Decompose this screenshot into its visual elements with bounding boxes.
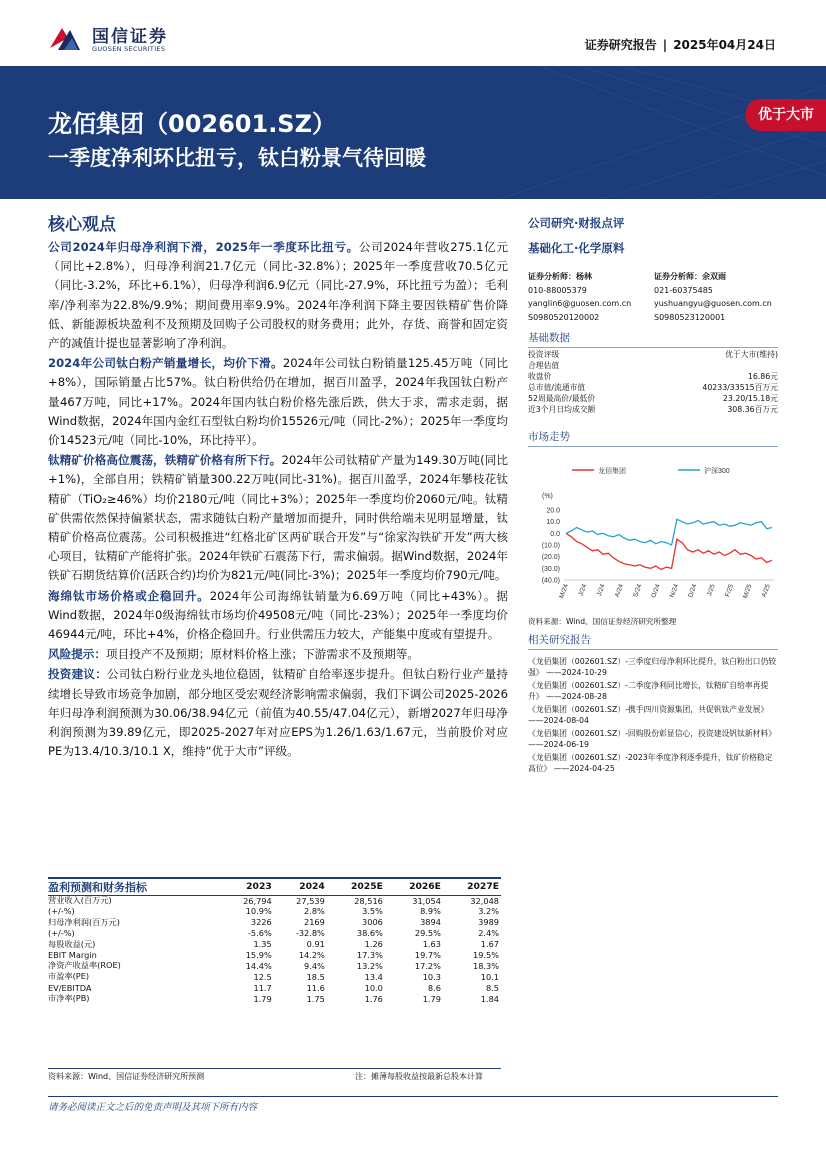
year-header: 2024	[299, 881, 325, 892]
x-tick-label: O/24	[650, 583, 662, 599]
row-label: 营业收入(百万元)	[48, 895, 112, 905]
paragraph-body: 2024年公司钛精矿产量为149.30万吨(同比+1%)，全部自用；铁精矿销量300.22万吨(同比-31%)。据百川盈孚，2024年攀枝花钛精矿（TiO₂≥46%）均价2180元/吨（同比+3%）；2025年一季度均价2060元/吨。钛精矿供需依然保持偏紧状态，需求随钛白粉产量增加而提升，同时供给端未见明显增量，钛精矿价格高位震荡。公司积极推进“红格北矿区两矿联合开发”与“徐家沟铁矿开发”两大核心项目，钛精矿产能将扩张。2024年铁矿石震荡下行，需求偏弱。据Wind数据，2024年铁矿石期货结算价(活跃合约)均价为821元/吨(同比-3%)；2025年一季度均价790元/吨。	[48, 453, 508, 583]
guosen-logo-icon	[48, 22, 82, 54]
table-cell: 15.9%	[245, 949, 272, 960]
report-date: 2025年04月24日	[673, 38, 776, 52]
paragraph-body: 项目投产不及预期；原材料价格上涨；下游需求不及预期等。	[105, 647, 420, 662]
table-bottom-rule	[48, 1068, 501, 1069]
table-cell: 1.35	[253, 939, 272, 950]
y-axis-label: (%)	[542, 493, 553, 500]
table-cell: 18.3%	[472, 960, 499, 971]
table-cell: 1.75	[306, 993, 325, 1004]
analyst-phone: 021-60375485	[654, 285, 713, 295]
row-label: (+/-%)	[48, 906, 75, 917]
row-label: 归母净利润(百万元)	[48, 916, 120, 927]
report-meta	[585, 36, 776, 53]
rating-badge: 优于大市	[746, 99, 826, 131]
analyst-name: 余双雨	[702, 272, 726, 281]
footer-rule	[48, 1096, 778, 1097]
table-cell: 13.4	[364, 971, 383, 982]
section-title: 核心观点	[48, 215, 116, 235]
paragraph	[48, 238, 508, 353]
basic-data-row	[528, 393, 778, 404]
x-tick-label: S/24	[632, 583, 644, 599]
paragraph	[48, 451, 508, 585]
table-row	[48, 971, 501, 982]
company-title: 龙佰集团（002601.SZ）	[48, 110, 336, 138]
row-label: 市盈率(PE)	[48, 971, 90, 982]
paragraph-lead: 钛精矿价格高位震荡，铁精矿价格有所下行。	[48, 453, 282, 468]
related-reports-title: 相关研究报告	[528, 632, 778, 650]
year-header: 2027E	[467, 881, 499, 892]
table-row	[48, 960, 501, 971]
table-cell: 19.5%	[472, 949, 499, 960]
table-source: 资料来源：Wind、国信证券经济研究所预测	[48, 1072, 205, 1081]
y-tick-label: (30.0)	[541, 565, 560, 573]
table-cell: 1.76	[364, 993, 383, 1004]
analyst-phone: 010-88005379	[528, 285, 587, 295]
analyst-email[interactable]: yushuangyu@guosen.com.cn	[654, 299, 772, 309]
basic-data-label: 52周最高价/最低价	[528, 394, 596, 403]
chart-source: 资料来源：Wind、国信证券经济研究所整理	[528, 617, 677, 626]
paragraph-body: 2024年公司钛白粉销量125.45万吨（同比+8%），国际销量占比57%。钛白粉供给仍在增加，据百川盈孚，2024年我国钛白粉产量467万吨，同比+17%。2024年国内钛白粉价格先涨后跌，供大于求，需求走弱，据Wind数据，2024年国内金红石型钛白粉均价15526元/吨（同比-2%）；2025年一季度均价14523元/吨（同比-10%，环比持平）。	[48, 356, 508, 448]
table-cell: 17.2%	[414, 960, 441, 971]
paragraph	[48, 645, 508, 664]
trend-chart-svg	[528, 458, 778, 613]
table-row	[48, 928, 501, 939]
paragraph-lead: 2024年公司钛白粉产销量增长，均价下滑。	[48, 356, 283, 371]
table-cell: 12.5	[253, 971, 272, 982]
y-tick-label: (40.0)	[541, 577, 560, 585]
table-cell: 10.1	[480, 971, 499, 982]
x-tick-label: J/24	[577, 583, 589, 598]
table-cell: 11.7	[253, 982, 272, 993]
table-cell: 38.6%	[356, 928, 383, 939]
related-reports-list	[528, 656, 778, 776]
x-tick-label: D/24	[687, 583, 699, 599]
paragraph	[48, 665, 508, 761]
table-cell: 14.2%	[298, 949, 325, 960]
paragraph-lead: 公司2024年归母净利润下滑，2025年一季度环比扭亏。	[48, 240, 359, 254]
header-separator: |	[662, 38, 668, 52]
y-tick-label: (10.0)	[541, 542, 560, 550]
table-cell: 10.3	[422, 971, 441, 982]
paragraph-body: 公司2024年营收275.1亿元（同比+2.8%），归母净利润21.7亿元（同比-32.8%）；2025年一季度营收70.5亿元（同比-3.2%，环比+6.1%），归母净利润6.9亿元（同比-27.9%，环比扭亏为盈）；毛利率/净利率为22.8%/9.9%；期间费用率9.9%。2024年净利润下降主要因铁精矿售价降低、新能源板块盈利不及预期及回购子公司股权的财务费用；此外，存货、商誉和固定资产的减值计提也显著影响了净利润。	[48, 240, 508, 351]
table-cell: 1.79	[253, 993, 272, 1004]
table-cell: 2169	[303, 917, 325, 928]
report-header	[0, 0, 826, 64]
table-cell: 14.4%	[245, 960, 272, 971]
table-row	[48, 982, 501, 993]
table-cell: 0.91	[306, 939, 325, 950]
table-cell: 11.6	[306, 982, 325, 993]
x-tick-label: J/25	[706, 583, 717, 598]
basic-data-label: 近3个月日均成交额	[528, 405, 596, 414]
table-cell: 3.2%	[478, 906, 499, 917]
core-view-section	[48, 210, 508, 762]
y-tick-label: 20.0	[546, 507, 560, 515]
related-report-link[interactable]: 《龙佰集团（002601.SZ）-三季度归母净利环比提升，钛白粉出口仍较强》 ——2024-10-29	[528, 657, 777, 678]
paragraph	[48, 354, 508, 450]
basic-data-row	[528, 360, 778, 371]
table-cell: 31,054	[412, 895, 441, 906]
table-cell: 13.2%	[356, 960, 383, 971]
year-header: 2026E	[409, 881, 441, 892]
financial-table	[48, 878, 501, 1004]
table-cell: -32.8%	[295, 928, 325, 939]
table-cell: 27,539	[296, 895, 325, 906]
table-cell: 10.0	[364, 982, 383, 993]
table-cell: 2.8%	[304, 906, 325, 917]
table-row	[48, 917, 501, 928]
report-category: 公司研究·财报点评	[528, 216, 625, 230]
y-tick-label: 0.0	[550, 530, 560, 538]
x-tick-label: J/24	[595, 583, 607, 598]
basic-data-value: 40233/33515百万元	[702, 383, 778, 392]
table-row	[48, 993, 501, 1004]
table-row	[48, 906, 501, 917]
table-cell: 17.3%	[356, 949, 383, 960]
table-cell: 8.6	[427, 982, 441, 993]
paragraph-lead: 海绵钛市场价格或企稳回升。	[48, 588, 210, 603]
row-label: 净资产收益率(ROE)	[48, 960, 121, 971]
related-report-link[interactable]: 《龙佰集团（002601.SZ）-二季度净利同比增长，钛精矿自给率再提升》 ——2024-08-28	[528, 681, 769, 702]
basic-data-value: 优于大市(维持)	[725, 350, 778, 359]
related-report-link[interactable]: 《龙佰集团（002601.SZ）-携手四川资源集团，共促钒钛产业发展》 ——2024-08-04	[528, 705, 769, 726]
basic-data-row	[528, 404, 778, 415]
basic-data-value	[646, 360, 778, 371]
table-row	[48, 950, 501, 961]
table-cell: 1.63	[422, 939, 441, 950]
legend-label: 龙佰集团	[598, 468, 626, 475]
report-headline: 一季度净利环比扭亏，钛白粉景气待回暖	[48, 146, 426, 170]
related-report-link[interactable]: 《龙佰集团（002601.SZ）-2023年季度净利逐季提升，钛矿价格稳定高位》 ——2024-04-25	[528, 753, 773, 774]
table-cell: 8.9%	[420, 906, 441, 917]
basic-data-value: 16.86元	[747, 372, 778, 381]
table-cell: 2.4%	[478, 928, 499, 939]
x-tick-label: M/25	[741, 583, 754, 600]
table-cell: 3006	[362, 917, 383, 928]
sidebar	[528, 215, 778, 265]
analyst-name: 杨林	[576, 272, 592, 281]
basic-data-title: 基础数据	[528, 330, 778, 348]
series-line-csi300	[566, 519, 772, 545]
table-cell: 10.9%	[245, 906, 272, 917]
row-label: EBIT Margin	[48, 949, 97, 960]
x-tick-label: A/24	[613, 583, 625, 599]
disclaimer-text: 请务必阅读正文之后的免责声明及其项下所有内容	[48, 1102, 258, 1113]
table-cell: 3226	[250, 917, 272, 928]
x-tick-label: A/25	[760, 583, 772, 599]
paragraph-body: 公司钛白粉行业龙头地位稳固，钛精矿自给率逐步提升。但钛白粉行业产量持续增长导致市场竞争加剧，部分地区受宏观经济影响需求偏弱，我们下调公司2025-2026年归母净利润预测为30.06/38.94亿元（前值为40.55/47.04亿元），新增2027年归母净利润预测为39.89亿元，即2025-2027年对应EPS为1.26/1.63/1.67元，当前股价对应PE为13.4/10.3/10.1 X，维持“优于大市”评级。	[48, 667, 508, 759]
table-cell: 29.5%	[414, 928, 441, 939]
analyst-card	[654, 270, 779, 324]
table-cell: 9.4%	[304, 960, 325, 971]
table-row	[48, 939, 501, 950]
analyst-license: S0980520120002	[528, 312, 600, 322]
y-tick-label: 10.0	[546, 519, 560, 527]
table-cell: 3894	[420, 917, 441, 928]
basic-data-label: 合理估值	[528, 361, 560, 370]
table-cell: 19.7%	[414, 949, 441, 960]
logo-text-cn: 国信证券	[92, 27, 168, 47]
basic-data-label: 投资评级	[528, 350, 560, 359]
table-cell: 1.79	[422, 993, 441, 1004]
table-cell: 18.5	[306, 971, 325, 982]
year-header: 2025E	[351, 881, 383, 892]
paragraph	[48, 587, 508, 645]
logo-text-en: GUOSEN SECURITIES	[92, 45, 166, 53]
y-tick-label: (20.0)	[541, 554, 560, 562]
basic-data-table	[528, 349, 778, 415]
legend-label: 沪深300	[704, 468, 730, 475]
table-cell: -5.6%	[247, 928, 272, 939]
basic-data-value: 308.36百万元	[727, 405, 778, 414]
year-header: 2023	[246, 881, 272, 892]
x-tick-label: N/24	[668, 583, 681, 599]
industry-category: 基础化工·化学原料	[528, 241, 625, 255]
table-cell: 1.26	[364, 939, 383, 950]
related-report-link[interactable]: 《龙佰集团（002601.SZ）-回购股份彰显信心，投资建设钒钛新材料》 ——2024-06-19	[528, 729, 777, 750]
table-cell: 32,048	[470, 895, 499, 906]
analyst-license: S0980523120001	[654, 312, 726, 322]
analyst-role: 证券分析师：	[528, 272, 576, 281]
table-cell: 28,516	[354, 895, 383, 906]
basic-data-value: 23.20/15.18元	[722, 394, 778, 403]
table-cell: 1.67	[480, 939, 499, 950]
table-cell: 3.5%	[362, 906, 383, 917]
x-tick-label: F/25	[724, 583, 736, 598]
table-cell: 1.84	[480, 993, 499, 1004]
basic-data-row	[528, 371, 778, 382]
market-trend-chart	[528, 458, 778, 613]
row-label: 市净率(PB)	[48, 993, 90, 1004]
analyst-role: 证券分析师：	[654, 272, 702, 281]
row-label: (+/-%)	[48, 928, 75, 939]
table-note: 注：摊薄每股收益按最新总股本计算	[355, 1072, 483, 1081]
paragraph-lead: 投资建议：	[48, 667, 107, 682]
table-title: 盈利预测和财务指标	[48, 880, 147, 894]
basic-data-row	[528, 382, 778, 393]
basic-data-row	[528, 349, 778, 360]
table-cell: 3989	[478, 917, 499, 928]
basic-data-label: 总市值/流通市值	[528, 383, 586, 392]
table-cell: 8.5	[485, 982, 499, 993]
basic-data-label: 收盘价	[528, 372, 552, 381]
report-type: 证券研究报告	[584, 38, 657, 52]
market-trend-title: 市场走势	[528, 429, 778, 447]
table-cell: 26,794	[243, 895, 272, 906]
paragraph-lead: 风险提示：	[48, 647, 106, 662]
row-label: 每股收益(元)	[48, 938, 96, 949]
table-row	[48, 895, 501, 906]
analyst-card	[528, 270, 653, 324]
x-tick-label: M/24	[558, 583, 570, 600]
row-label: EV/EBITDA	[48, 982, 92, 993]
table-header-row	[48, 878, 501, 895]
series-line-longbai	[566, 533, 772, 569]
guosen-logo	[48, 22, 208, 56]
analyst-email[interactable]: yanglin6@guosen.com.cn	[528, 299, 632, 309]
paragraph-body: 2024年公司海绵钛销量为6.69万吨（同比+43%）。据Wind数据，2024年0级海绵钛市场均价49508元/吨（同比-23%）；2025年一季度均价46944元/吨，环比+4%，价格企稳回升。行业供需压力较大，产能集中度或有望提升。	[48, 588, 508, 642]
